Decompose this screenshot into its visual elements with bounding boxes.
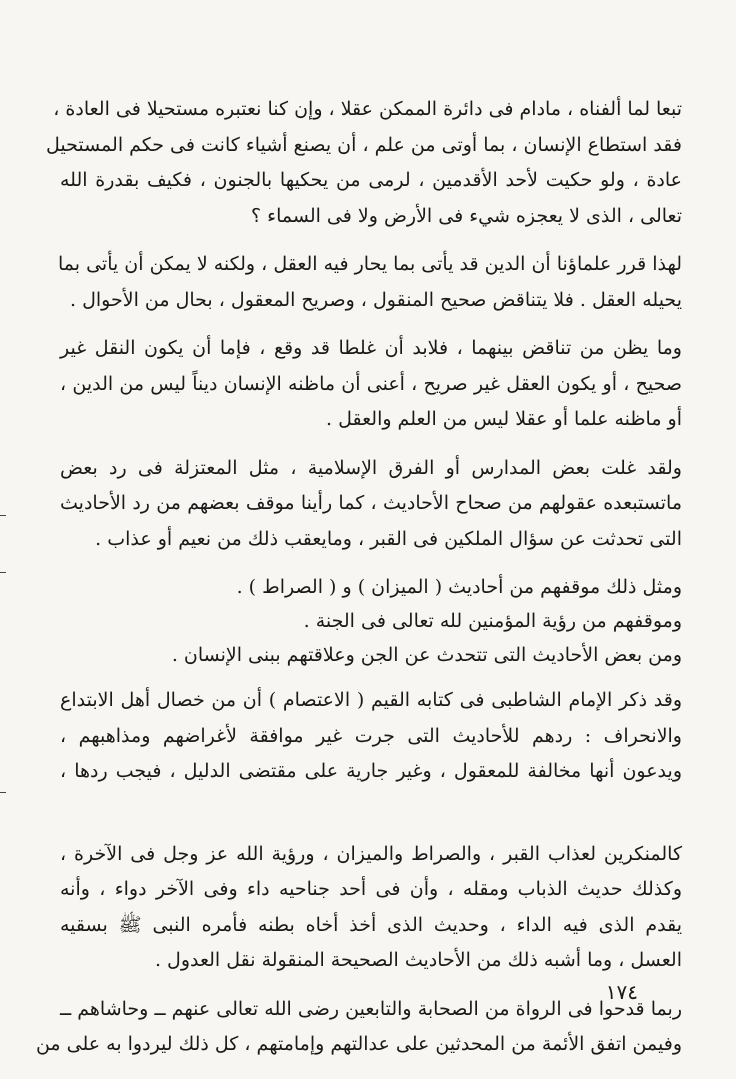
text-line: ماتستبعده عقولهم من صحاح الأحاديث ، كما رأينا موقف بعضهم من رد الأحاديث (60, 492, 682, 514)
page-number: ١٧٤ (605, 980, 638, 1004)
text-line: وما يظن من تناقض بينهما ، فلابد أن غلطا قد وقع ، فإما أن يكون النقل غير (60, 337, 682, 359)
text-line: كالمنكرين لعذاب القبر ، والصراط والميزان ، ورؤية الله عز وجل فى الآخرة ، (60, 842, 682, 865)
text-line: العسل ، وما أشبه ذلك من الأحاديث الصحيحة المنقولة نقل العدول . (154, 949, 682, 971)
text-line: والانحراف : ردهم للأحاديث التى جرت غير موافقة لأغراضهم ومذاهبهم ، (60, 724, 682, 747)
text-line: صحيح ، أو يكون العقل غير صريح ، أعنى أن ماظنه الإنسان ديناً ليس من الدين ، (60, 372, 682, 395)
text-line: يحيله العقل . فلا يتناقض صحيح المنقول ، وصريح المعقول ، بحال من الأحوال . (70, 288, 682, 311)
paragraph-6 (60, 837, 682, 979)
list-item: ومثل ذلك موقفهم من أحاديث ( الميزان ) و ( الصراط ) . (236, 576, 682, 598)
examples-list (60, 570, 682, 672)
text-line: ربما قدحوا فى الرواة من الصحابة والتابعين رضى الله تعالى عنهم ــ وحاشاهم ــ (60, 997, 682, 1020)
spacer (60, 803, 682, 837)
text-line: وكذلك حديث الذباب ومقله ، وأن فى أحد جناحيه داء وفى الآخر دواء ، وأنه (60, 878, 682, 900)
paragraph-2 (57, 247, 682, 318)
text-line: أو ماظنه علما أو عقلا ليس من العلم والعقل . (326, 408, 682, 430)
paragraph-4 (60, 451, 682, 558)
book-page-body (35, 92, 682, 1076)
text-line: وقد ذكر الإمام الشاطبى فى كتابه القيم ( الاعتصام ) أن من خصال أهل الابتداع (60, 689, 682, 711)
list-item: ومن بعض الأحاديث التى تتحدث عن الجن وعلاقتهم ببنى الإنسان . (171, 644, 682, 666)
text-line: تعالى ، الذى لا يعجزه شيء فى الأرض ولا فى السماء ؟ (251, 204, 682, 227)
paragraph-3 (60, 331, 682, 438)
text-line: تبعا لما ألفناه ، مادام فى دائرة الممكن عقلا ، وإن كنا نعتبره مستحيلا فى العادة ، (53, 98, 682, 120)
margin-tick-mark (0, 792, 6, 793)
text-line: فقد استطاع الإنسان ، بما أوتى من علم ، أن يصنع أشياء كانت فى حكم المستحيل (45, 133, 682, 156)
margin-tick-mark (0, 515, 6, 516)
text-line: ويدعون أنها مخالفة للمعقول ، وغير جارية على مقتضى الدليل ، فيجب ردها ، (60, 760, 682, 782)
margin-tick-mark (0, 572, 6, 573)
text-line: وفيمن اتفق الأئمة من المحدثين على عدالتهم وإمامتهم ، كل ذلك ليردوا به على من (35, 1033, 682, 1055)
paragraph-5 (60, 683, 682, 790)
text-line: يقدم الذى فيه الداء ، وحديث الذى أخذ أخاه بطنه فأمره النبى ﷺ بسقيه (60, 913, 682, 936)
text-line: التى تحدثت عن سؤال الملكين فى القبر ، ومايعقب ذلك من نعيم أو عذاب . (95, 527, 682, 550)
text-line: لهذا قرر علماؤنا أن الدين قد يأتى بما يحار فيه العقل ، ولكنه لا يمكن أن يأتى بما (57, 253, 682, 275)
list-item: وموقفهم من رؤية المؤمنين لله تعالى فى الجنة . (303, 610, 682, 632)
paragraph-1 (45, 92, 682, 234)
text-line: عادة ، ولو حكيت لأحد الأقدمين ، لرمى من يحكيها بالجنون ، فكيف بقدرة الله (60, 169, 682, 191)
text-line: ولقد غلت بعض المدارس أو الفرق الإسلامية ، مثل المعتزلة فى رد بعض (60, 456, 682, 479)
